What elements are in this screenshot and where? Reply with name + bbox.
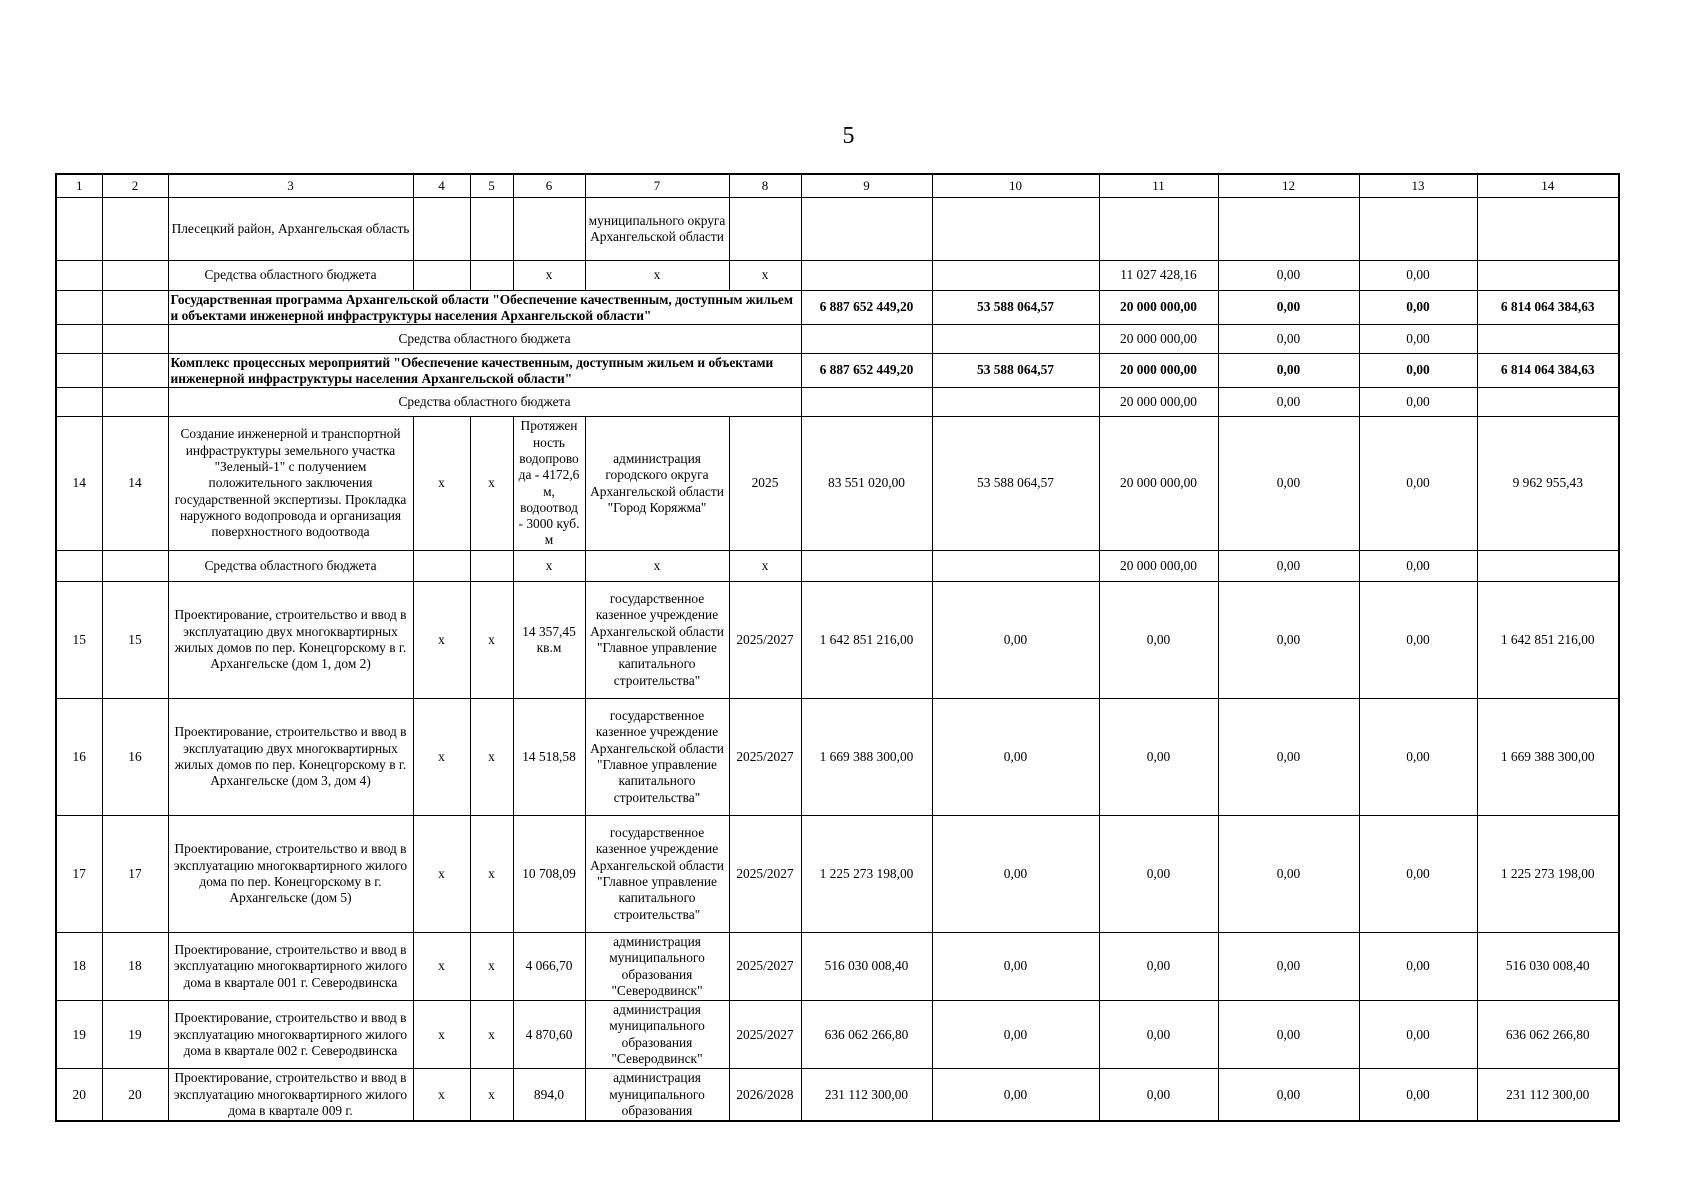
amount-cell: 1 669 388 300,00 xyxy=(1477,699,1619,816)
col-number: 4 xyxy=(413,174,470,198)
row-number: 18 xyxy=(56,933,102,1001)
amount-cell: 0,00 xyxy=(1218,325,1359,354)
amount-cell: 1 642 851 216,00 xyxy=(801,582,932,699)
responsible-cell: муниципального округа Архангельской области xyxy=(585,198,729,261)
amount-cell: 53 588 064,57 xyxy=(932,291,1099,325)
object-name-cell: Проектирование, строительство и ввод в эксплуатацию многоквартирного жилого дома в квартале 001 г. Северодвинска xyxy=(168,933,413,1001)
period-cell: 2025 xyxy=(729,417,801,551)
amount-cell: 1 642 851 216,00 xyxy=(1477,582,1619,699)
table-row xyxy=(56,1069,1619,1121)
funding-source-cell: Средства областного бюджета xyxy=(168,325,801,354)
capacity-cell: Протяжен ность водопрово да - 4172,6 м, водоотвод - 3000 куб. м xyxy=(513,417,585,551)
object-name-cell: Создание инженерной и транспортной инфраструктуры земельного участка "Зеленый-1" с получением положительного заключения государственной экспертизы. Прокладка наружного водопровода и организация поверхностного водоотвода xyxy=(168,417,413,551)
amount-cell: 636 062 266,80 xyxy=(1477,1001,1619,1069)
amount-cell: 0,00 xyxy=(1218,291,1359,325)
budget-table xyxy=(55,173,1620,1122)
amount-cell: 20 000 000,00 xyxy=(1099,417,1218,551)
amount-cell: 0,00 xyxy=(1218,699,1359,816)
cell: х xyxy=(413,699,470,816)
amount-cell: 0,00 xyxy=(1099,1001,1218,1069)
program-title: Государственная программа Архангельской области "Обеспечение качественным, доступным жильем и объектами инженерной инфраструктуры населения Архангельской области" xyxy=(168,291,801,325)
column-number-row xyxy=(56,174,1619,198)
amount-cell: 53 588 064,57 xyxy=(932,417,1099,551)
col-number: 6 xyxy=(513,174,585,198)
table-row xyxy=(56,816,1619,933)
col-number: 7 xyxy=(585,174,729,198)
object-name-cell: Проектирование, строительство и ввод в эксплуатацию двух многоквартирных жилых домов по пер. Конецгорскому в г. Архангельске (дом 3, дом 4) xyxy=(168,699,413,816)
amount-cell: 11 027 428,16 xyxy=(1099,261,1218,291)
amount-cell: 1 225 273 198,00 xyxy=(1477,816,1619,933)
amount-cell: 0,00 xyxy=(1359,933,1477,1001)
amount-cell: 83 551 020,00 xyxy=(801,417,932,551)
responsible-cell: государственное казенное учреждение Архангельской области "Главное управление капитального строительства" xyxy=(585,816,729,933)
table-row xyxy=(56,699,1619,816)
col-number: 14 xyxy=(1477,174,1619,198)
responsible-cell: администрация муниципального образования xyxy=(585,1069,729,1121)
amount-cell: 516 030 008,40 xyxy=(1477,933,1619,1001)
period-cell: 2025/2027 xyxy=(729,816,801,933)
amount-cell: 0,00 xyxy=(1359,551,1477,582)
cell: х xyxy=(413,417,470,551)
funding-source-cell: Средства областного бюджета xyxy=(168,261,413,291)
cell: х xyxy=(470,1069,513,1121)
period-cell: 2025/2027 xyxy=(729,933,801,1001)
period-cell: 2025/2027 xyxy=(729,582,801,699)
complex-title: Комплекс процессных мероприятий "Обеспечение качественным, доступным жильем и объектами инженерной инфраструктуры населения Архангельской области" xyxy=(168,354,801,388)
table-row xyxy=(56,582,1619,699)
col-number: 12 xyxy=(1218,174,1359,198)
cell: х xyxy=(729,261,801,291)
table-row xyxy=(56,325,1619,354)
period-cell: 2025/2027 xyxy=(729,699,801,816)
page-number: 5 xyxy=(842,123,855,149)
amount-cell: 0,00 xyxy=(1099,933,1218,1001)
amount-cell: 0,00 xyxy=(1359,325,1477,354)
amount-cell: 0,00 xyxy=(1359,582,1477,699)
amount-cell: 20 000 000,00 xyxy=(1099,291,1218,325)
amount-cell: 0,00 xyxy=(1359,291,1477,325)
capacity-cell: 14 357,45 кв.м xyxy=(513,582,585,699)
table-row xyxy=(56,933,1619,1001)
row-number: 20 xyxy=(56,1069,102,1121)
amount-cell: 0,00 xyxy=(1099,699,1218,816)
amount-cell: 20 000 000,00 xyxy=(1099,354,1218,388)
amount-cell: 516 030 008,40 xyxy=(801,933,932,1001)
col-number: 2 xyxy=(102,174,168,198)
capacity-cell: 14 518,58 xyxy=(513,699,585,816)
cell: х xyxy=(470,417,513,551)
amount-cell: 0,00 xyxy=(1099,582,1218,699)
amount-cell: 1 225 273 198,00 xyxy=(801,816,932,933)
cell: х xyxy=(729,551,801,582)
table-row xyxy=(56,551,1619,582)
amount-cell: 0,00 xyxy=(1218,261,1359,291)
amount-cell: 6 814 064 384,63 xyxy=(1477,354,1619,388)
amount-cell: 0,00 xyxy=(1218,582,1359,699)
amount-cell: 6 887 652 449,20 xyxy=(801,291,932,325)
table-row xyxy=(56,388,1619,417)
amount-cell: 0,00 xyxy=(1359,417,1477,551)
cell: х xyxy=(413,582,470,699)
col-number: 1 xyxy=(56,174,102,198)
cell: х xyxy=(413,933,470,1001)
col-number: 8 xyxy=(729,174,801,198)
row-number: 16 xyxy=(102,699,168,816)
object-name-cell: Проектирование, строительство и ввод в эксплуатацию двух многоквартирных жилых домов по пер. Конецгорскому в г. Архангельске (дом 1, дом 2) xyxy=(168,582,413,699)
row-number: 19 xyxy=(56,1001,102,1069)
funding-source-cell: Средства областного бюджета xyxy=(168,551,413,582)
amount-cell: 231 112 300,00 xyxy=(1477,1069,1619,1121)
responsible-cell: государственное казенное учреждение Архангельской области "Главное управление капитального строительства" xyxy=(585,582,729,699)
col-number: 10 xyxy=(932,174,1099,198)
amount-cell: 6 814 064 384,63 xyxy=(1477,291,1619,325)
responsible-cell: администрация муниципального образования "Северодвинск" xyxy=(585,933,729,1001)
period-cell: 2025/2027 xyxy=(729,1001,801,1069)
cell: х xyxy=(513,551,585,582)
row-number: 14 xyxy=(56,417,102,551)
amount-cell: 20 000 000,00 xyxy=(1099,551,1218,582)
program-row xyxy=(56,291,1619,325)
cell: х xyxy=(470,933,513,1001)
amount-cell: 0,00 xyxy=(1218,354,1359,388)
amount-cell: 0,00 xyxy=(1359,1069,1477,1121)
row-number: 15 xyxy=(102,582,168,699)
capacity-cell: 4 066,70 xyxy=(513,933,585,1001)
amount-cell: 0,00 xyxy=(1218,816,1359,933)
row-number: 17 xyxy=(56,816,102,933)
col-number: 11 xyxy=(1099,174,1218,198)
cell: х xyxy=(470,816,513,933)
row-number: 19 xyxy=(102,1001,168,1069)
table-row xyxy=(56,1001,1619,1069)
cell: х xyxy=(413,1069,470,1121)
amount-cell: 6 887 652 449,20 xyxy=(801,354,932,388)
amount-cell: 0,00 xyxy=(1359,816,1477,933)
row-number: 16 xyxy=(56,699,102,816)
row-number: 18 xyxy=(102,933,168,1001)
table-row xyxy=(56,198,1619,261)
col-number: 5 xyxy=(470,174,513,198)
row-number: 15 xyxy=(56,582,102,699)
amount-cell: 0,00 xyxy=(1218,1001,1359,1069)
cell: х xyxy=(470,582,513,699)
amount-cell: 0,00 xyxy=(1218,417,1359,551)
amount-cell: 0,00 xyxy=(932,1001,1099,1069)
amount-cell: 0,00 xyxy=(1099,1069,1218,1121)
cell: х xyxy=(585,261,729,291)
col-number: 9 xyxy=(801,174,932,198)
period-cell: 2026/2028 xyxy=(729,1069,801,1121)
cell: х xyxy=(585,551,729,582)
cell: х xyxy=(413,816,470,933)
funding-source-cell: Средства областного бюджета xyxy=(168,388,801,417)
object-name-cell: Проектирование, строительство и ввод в эксплуатацию многоквартирного жилого дома в квартале 002 г. Северодвинска xyxy=(168,1001,413,1069)
responsible-cell: государственное казенное учреждение Архангельской области "Главное управление капитального строительства" xyxy=(585,699,729,816)
amount-cell: 0,00 xyxy=(1359,1001,1477,1069)
row-number: 14 xyxy=(102,417,168,551)
amount-cell: 9 962 955,43 xyxy=(1477,417,1619,551)
amount-cell: 0,00 xyxy=(932,933,1099,1001)
amount-cell: 0,00 xyxy=(1099,816,1218,933)
amount-cell: 20 000 000,00 xyxy=(1099,388,1218,417)
object-name-cell: Проектирование, строительство и ввод в эксплуатацию многоквартирного жилого дома в квартале 009 г. xyxy=(168,1069,413,1121)
cell: х xyxy=(413,1001,470,1069)
cell: х xyxy=(513,261,585,291)
amount-cell: 0,00 xyxy=(1218,1069,1359,1121)
table-row xyxy=(56,417,1619,551)
row-number: 20 xyxy=(102,1069,168,1121)
capacity-cell: 4 870,60 xyxy=(513,1001,585,1069)
object-name-cell: Проектирование, строительство и ввод в эксплуатацию многоквартирного жилого дома по пер. Конецгорскому в г. Архангельске (дом 5) xyxy=(168,816,413,933)
responsible-cell: администрация муниципального образования "Северодвинск" xyxy=(585,1001,729,1069)
amount-cell: 0,00 xyxy=(932,582,1099,699)
row-number: 17 xyxy=(102,816,168,933)
amount-cell: 0,00 xyxy=(1218,388,1359,417)
amount-cell: 0,00 xyxy=(1218,551,1359,582)
capacity-cell: 10 708,09 xyxy=(513,816,585,933)
amount-cell: 0,00 xyxy=(1218,933,1359,1001)
amount-cell: 231 112 300,00 xyxy=(801,1069,932,1121)
amount-cell: 0,00 xyxy=(1359,261,1477,291)
table-row xyxy=(56,261,1619,291)
cell: х xyxy=(470,1001,513,1069)
amount-cell: 20 000 000,00 xyxy=(1099,325,1218,354)
amount-cell: 53 588 064,57 xyxy=(932,354,1099,388)
amount-cell: 1 669 388 300,00 xyxy=(801,699,932,816)
amount-cell: 0,00 xyxy=(932,816,1099,933)
col-number: 13 xyxy=(1359,174,1477,198)
amount-cell: 0,00 xyxy=(932,699,1099,816)
amount-cell: 0,00 xyxy=(1359,699,1477,816)
object-name-cell: Плесецкий район, Архангельская область xyxy=(168,198,413,261)
amount-cell: 636 062 266,80 xyxy=(801,1001,932,1069)
capacity-cell: 894,0 xyxy=(513,1069,585,1121)
amount-cell: 0,00 xyxy=(1359,388,1477,417)
cell: х xyxy=(470,699,513,816)
program-row xyxy=(56,354,1619,388)
amount-cell: 0,00 xyxy=(932,1069,1099,1121)
amount-cell: 0,00 xyxy=(1359,354,1477,388)
responsible-cell: администрация городского округа Архангельской области "Город Коряжма" xyxy=(585,417,729,551)
col-number: 3 xyxy=(168,174,413,198)
